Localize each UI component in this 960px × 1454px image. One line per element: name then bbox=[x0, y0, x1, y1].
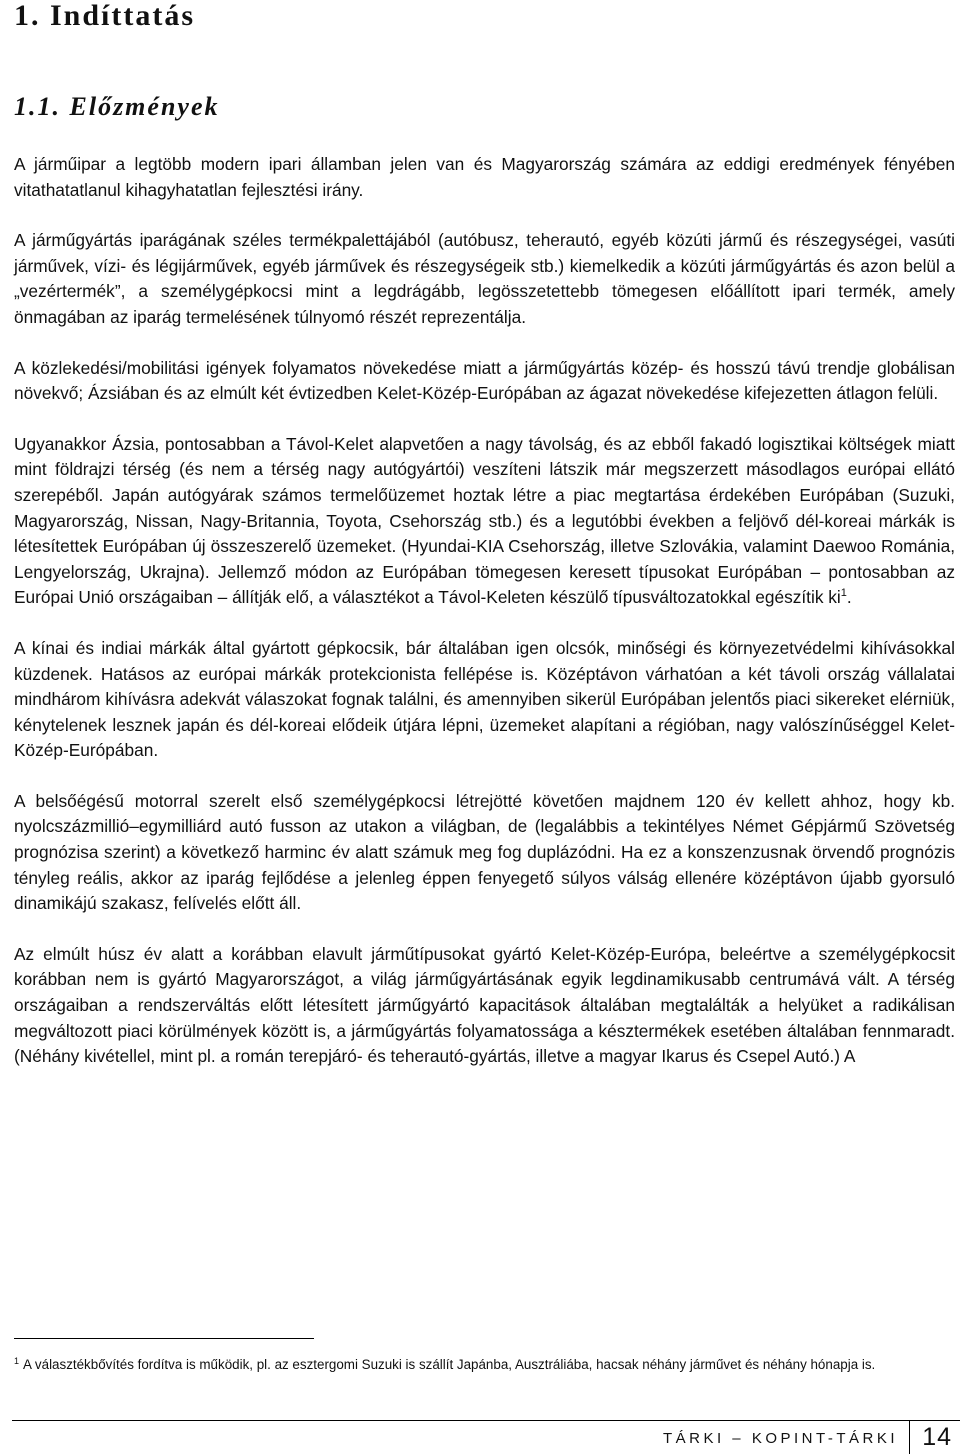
body-text bbox=[14, 152, 955, 1070]
footnote-text: A választékbővítés fordítva is működik, pl. az esztergomi Suzuki is szállít Japánba, Ausztráliába, hacsak néhány járművet és néhány hónapja is. bbox=[23, 1357, 876, 1372]
footnote-mark: 1 bbox=[14, 1355, 20, 1366]
footer-separator bbox=[909, 1420, 910, 1454]
page-number: 14 bbox=[922, 1423, 952, 1451]
page-footer bbox=[0, 1420, 960, 1454]
paragraph: A belsőégésű motorral szerelt első személygépkocsi létrejötté követően majdnem 120 év kellett ahhoz, hogy kb. nyolcszázmillió–egymilliárd autó fusson az utakon a világban, de (legalábbis a tekintélyes Német Gépjármű Szövetség prognózisa szerint) a következő harminc év alatt számuk meg fog duplázódni. Ha ez a konszenzusnak örvendő prognózis tényleg reális, akkor az iparág fejlődése a jelenleg éppen fenyegető súlyos válság ellenére középtávon újabb gyorsuló dinamikájú szakasz, felívelés előtt áll. bbox=[14, 790, 955, 914]
paragraph: Az elmúlt húsz év alatt a korábban elavult járműtípusokat gyártó Kelet-Közép-Európa, beleértve a személygépkocsit korábban nem is gyártó Magyarországot, a világ járműgyártásának egyik legdinamikusabb centrumává vált. A térség országaiban a rendszerváltás előtt létesített járműgyártó kapacitások általában megtalálták a helyüket a radikálisan megváltozott piaci körülmények között is, a járműgyártás folyamatossága a késztermékek esetében általában fennmaradt. (Néhány kivétellel, mint pl. a román terepjáró- és teherautó-gyártás, illetve a magyar Ikarus és Csepel Autó.) A bbox=[14, 943, 955, 1067]
paragraph-end: . bbox=[846, 587, 852, 608]
chapter-heading: 1. Indíttatás bbox=[14, 0, 196, 32]
section-heading: 1.1. Előzmények bbox=[14, 92, 220, 121]
footnote bbox=[14, 1354, 955, 1375]
footer-divider bbox=[12, 1420, 960, 1421]
paragraph: A járműipar a legtöbb modern ipari államban jelen van és Magyarország számára az eddigi eredmények fényében vitathatatlanul kihagyhatatlan fejlesztési irány. bbox=[14, 154, 955, 200]
footnote-reference[interactable]: 1 bbox=[840, 587, 847, 600]
paragraph: A közlekedési/mobilitási igények folyamatos növekedése miatt a járműgyártás közép- és hosszú távú trendje globálisan növekvő; Ázsiában és az elmúlt két évtizedben Kelet-Közép-Európában az ágazat növekedése kifejezetten átlagon felüli. bbox=[14, 357, 955, 404]
paragraph: A járműgyártás iparágának széles termékpalettájából (autóbusz, teherautó, egyéb közúti jármű és részegységei, vasúti járművek, vízi- és légijárművek, egyéb járművek és részegységeik stb.) kiemelkedik a közúti járműgyártás és azon belül a „vezértermék”, a személygépkocsi mint a legdrágább, legösszetettebb tömegesen előállított ipari termék, amely önmagában az iparág termelésének túlnyomó részét reprezentálja. bbox=[14, 230, 955, 327]
paragraph-text: Ugyanakkor Ázsia, pontosabban a Távol-Kelet alapvetően a nagy távolság, és az ebből fakadó logisztikai költségek miatt mint földrajzi térség (és nem a térség nagy autógyártói) veszíteni látszik már megszerzett másodlagos európai ellátó szerepéből. Japán autógyárak számos termelőüzemet hoztak létre a piac megtartása érdekében Európában (Suzuki, Magyarország, Nissan, Nagy-Britannia, Toyota, Csehország stb.) és a legutóbbi években a feljövő dél-koreai márkák is létesítettek Európában új összeszerelő üzemeket. (Hyundai-KIA Csehország, illetve Szlovákia, valamint Daewoo Románia, Lengyelország, Ukrajna). Jellemző módon az Európában tömegesen keresett típusokat Európában – pontosabban az Európai Unió országaiban – állítják elő, a választékot a Távol-Keleten készülő típusváltozatokkal egészítik ki bbox=[14, 433, 955, 608]
paragraph: A kínai és indiai márkák által gyártott gépkocsik, bár általában igen olcsók, minőségi és környezetvédelmi kihívásokkal küzdenek. Hatásos az európai márkák protekcionista fellépése is. Középtávon várhatóan a két távoli ország vállalatai mindhárom kihívásra adekvát válaszokat fognak találni, és amennyiben sikerül Európában jelentős piaci sikereket elérniük, kénytelenek lesznek japán és dél-koreai elődeik útjára lépni, üzemeket alapítani a régióban, nagy valószínűséggel Kelet-Közép-Európában. bbox=[14, 637, 955, 761]
paragraph-with-footnote bbox=[14, 432, 955, 611]
footer-organization: TÁRKI – KOPINT-TÁRKI bbox=[662, 1430, 898, 1447]
document-page bbox=[14, 0, 955, 1095]
footnote-divider bbox=[14, 1338, 314, 1339]
